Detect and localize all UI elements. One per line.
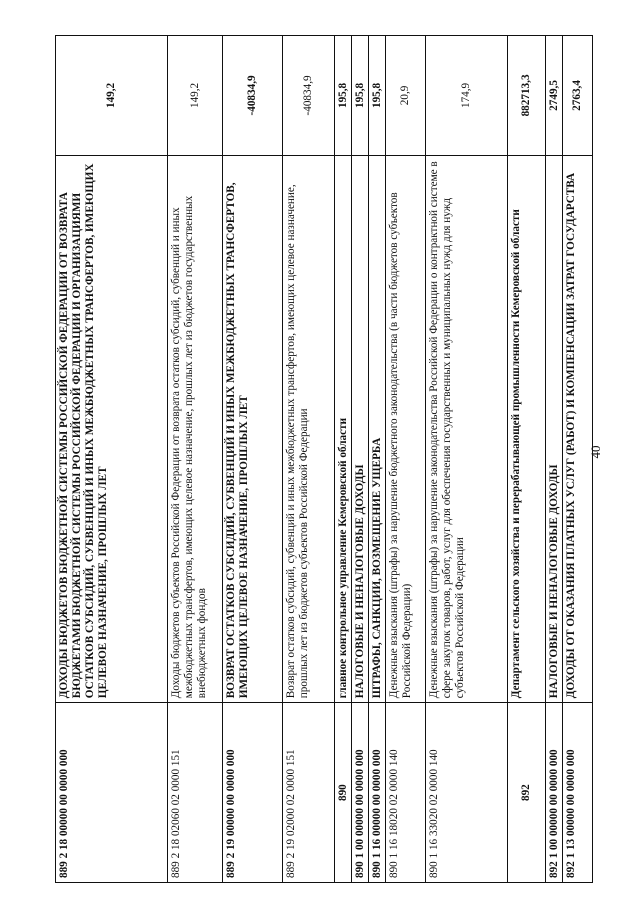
table-row [223,35,283,882]
sum-cell: 2749,5 [546,35,563,155]
table-row [563,35,593,882]
code-cell: 892 1 13 00000 00 0000 000 [563,702,593,882]
table-row [546,35,563,882]
code-cell: 890 1 00 00000 00 0000 000 [352,702,369,882]
name-cell: Департамент сельского хозяйства и перерабатывающей промышленности Кемеровской области [508,155,546,702]
code-cell: 892 [508,702,546,882]
table-row [508,35,546,882]
code-cell: 892 1 00 00000 00 0000 000 [546,702,563,882]
name-cell: Денежные взыскания (штрафы) за нарушение законодательства Российской Федерации о контрактной системе в сфере закупок товаров, работ, услуг для обеспечения государственных и муниципальных нужд для нужд субъектов Российской Федерации [426,155,508,702]
name-cell: НАЛОГОВЫЕ И НЕНАЛОГОВЫЕ ДОХОДЫ [352,155,369,702]
code-cell: 889 2 19 02000 02 0000 151 [283,702,335,882]
table-row [352,35,369,882]
sum-cell: 882713,3 [508,35,546,155]
code-cell: 889 2 18 00000 00 0000 000 [56,702,168,882]
code-cell: 889 2 18 02060 02 0000 151 [168,702,223,882]
name-cell: Денежные взыскания (штрафы) за нарушение бюджетного законодательства (в части бюджетов субъектов Российской Федерации) [386,155,426,702]
table-row [386,35,426,882]
code-cell: 890 [335,702,352,882]
table-row [426,35,508,882]
name-cell: ДОХОДЫ ОТ ОКАЗАНИЯ ПЛАТНЫХ УСЛУГ (РАБОТ) И КОМПЕНСАЦИИ ЗАТРАТ ГОСУДАРСТВА [563,155,593,702]
sum-cell: 195,8 [369,35,386,155]
code-cell: 890 1 16 00000 00 0000 000 [369,702,386,882]
sum-cell: 195,8 [335,35,352,155]
name-cell: главное контрольное управление Кемеровской области [335,155,352,702]
sum-cell: 174,9 [426,35,508,155]
name-cell: НАЛОГОВЫЕ И НЕНАЛОГОВЫЕ ДОХОДЫ [546,155,563,702]
sum-cell: 2763,4 [563,35,593,155]
sum-cell: -40834,9 [223,35,283,155]
table-row [335,35,352,882]
table-row [168,35,223,882]
table-row [369,35,386,882]
sum-cell: 195,8 [352,35,369,155]
sum-cell: -40834,9 [283,35,335,155]
rotated-page-content [55,35,593,883]
code-cell: 890 1 16 18020 02 0000 140 [386,702,426,882]
name-cell: ДОХОДЫ БЮДЖЕТОВ БЮДЖЕТНОЙ СИСТЕМЫ РОССИЙСКОЙ ФЕДЕРАЦИИ ОТ ВОЗВРАТА БЮДЖЕТАМИ БЮДЖЕТНОЙ СИСТЕМЫ РОССИЙСКОЙ ФЕДЕРАЦИИ И ОРГАНИЗАЦИЯМИ ОСТАТКОВ СУБСИДИЙ, СУБВЕНЦИЙ И ИНЫХ МЕЖБЮДЖЕТНЫХ ТРАНСФЕРТОВ, ИМЕЮЩИХ ЦЕЛЕВОЕ НАЗНАЧЕНИЕ, ПРОШЛЫХ ЛЕТ [56,155,168,702]
sum-cell: 149,2 [56,35,168,155]
name-cell: Возврат остатков субсидий, субвенций и иных межбюджетных трансфертов, имеющих целевое назначение, прошлых лет из бюджетов субъектов Российской Федерации [283,155,335,702]
name-cell: ВОЗВРАТ ОСТАТКОВ СУБСИДИЙ, СУБВЕНЦИЙ И ИНЫХ МЕЖБЮДЖЕТНЫХ ТРАНСФЕРТОВ, ИМЕЮЩИХ ЦЕЛЕВОЕ НАЗНАЧЕНИЕ, ПРОШЛЫХ ЛЕТ [223,155,283,702]
sum-cell: 149,2 [168,35,223,155]
name-cell: ШТРАФЫ, САНКЦИИ, ВОЗМЕЩЕНИЕ УЩЕРБА [369,155,386,702]
revenue-table [55,35,593,883]
code-cell: 889 2 19 00000 00 0000 000 [223,702,283,882]
sum-cell: 20,9 [386,35,426,155]
table-row [283,35,335,882]
table-row [56,35,168,882]
code-cell: 890 1 16 33020 02 0000 140 [426,702,508,882]
page-number: 40 [588,445,603,459]
name-cell: Доходы бюджетов субъектов Российской Федерации от возврата остатков субсидий, субвенций и иных межбюджетных трансфертов, имеющих целевое назначение, прошлых лет из бюджетов государственных внебюджетных фондов [168,155,223,702]
